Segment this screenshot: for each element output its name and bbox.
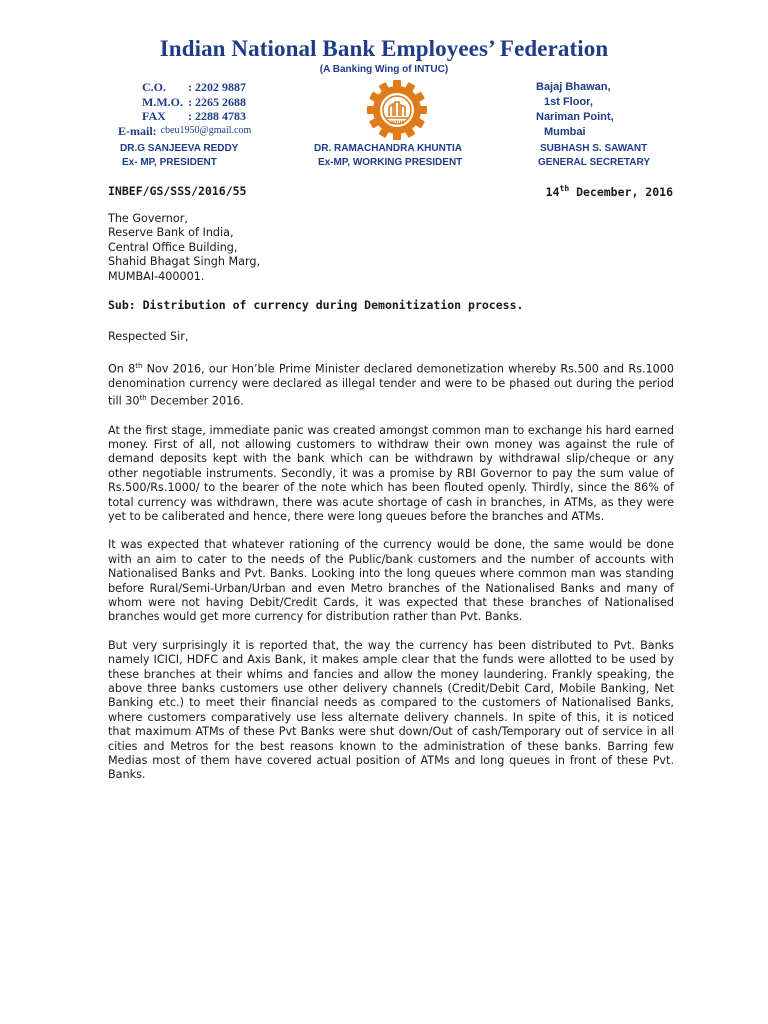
contact-block <box>118 80 251 138</box>
paragraph-3: It was expected that whatever rationing of the currency would be done, the same would be done with an aim to cater to the needs of the Public/bank customers and the number of accounts with Nationalised Banks and Pvt. Banks. Looking into the long queues where common man was standing before Rural/Semi-Urban/Urban and even Metro branches of the Nationalised Banks and many of whom were not having Debit/Credit Cards, it was expected that these branches of Nationalised branches would get more currency for distribution rather than Pvt. Banks. <box>108 538 674 624</box>
letter-body <box>108 212 674 783</box>
addressee-line: Shahid Bhagat Singh Marg, <box>108 255 261 269</box>
officer-name: DR.G SANJEEVA REDDY <box>120 143 239 154</box>
org-subtitle: (A Banking Wing of INTUC) <box>319 64 449 75</box>
ordinal-suffix: th <box>135 361 143 370</box>
contact-row-email <box>118 124 251 139</box>
address-line: Nariman Point, <box>536 111 614 123</box>
contact-row-fax <box>118 109 251 124</box>
officer-general-secretary <box>538 142 650 170</box>
contact-row-co <box>118 80 251 95</box>
address-line: 1st Floor, <box>544 96 593 108</box>
paragraph-4: But very surprisingly it is reported that, the way the currency has been distributed to Pvt. Banks namely ICICI, HDFC and Axis Bank, it makes ample clear that the funds were allotted to be used by these branches at their whims and fancies and allow the money laundering. Frankly speaking, the above three banks customers use other delivery channels (Credit/Debit Card, Mobile Banking, Net Banking etc.) to meet their financial needs as compared to the customers of Nationalised Banks, where customers comparatively use less alternate delivery channels. In spite of this, it is noticed that maximum ATMs of these Pvt Banks were shut down/Out of cash/Temporary out of service in all cities and Metros for the best reasons known to the administration of these banks. Barring few Medias most of them have covered actual position of ATMs and long queues in front of these Pvt. Banks. <box>108 638 674 782</box>
date-rest: December, 2016 <box>569 184 673 199</box>
para-text: December 2016. <box>146 395 244 409</box>
letter-date <box>546 184 673 199</box>
email-value: cbeu1950@gmail.com <box>160 124 252 136</box>
officer-title: Ex-MP, WORKING PRESIDENT <box>318 157 463 168</box>
officer-name: SUBHASH S. SAWANT <box>540 143 648 154</box>
ordinal-suffix: th <box>139 394 147 403</box>
addressee-line: The Governor, <box>108 212 188 225</box>
officer-name: DR. RAMACHANDRA KHUNTIA <box>314 143 462 154</box>
officer-title: GENERAL SECRETARY <box>538 157 651 168</box>
reference-line <box>108 184 673 199</box>
para-text: Nov 2016, our Hon’ble Prime Minister declared demonetization whereby Rs.500 and Rs.1000 denomination currency were declared as illegal tender and were to be phased out during the period till 30 <box>108 362 674 409</box>
intuc-gear-logo-icon <box>365 78 429 142</box>
date-day: 14 <box>545 184 560 199</box>
officer-president <box>120 142 238 170</box>
contact-row-mmo <box>118 95 251 110</box>
para-text: On 8 <box>108 362 136 376</box>
logo-text: INTUC <box>389 121 405 126</box>
contact-label: M.M.O. <box>142 94 183 109</box>
address-line: Bajaj Bhawan, <box>536 81 611 93</box>
email-label: E-mail: <box>118 123 157 138</box>
org-name: Indian National Bank Employees’ Federation <box>159 36 609 61</box>
addressee-line: Reserve Bank of India, <box>108 226 234 240</box>
address-line: Mumbai <box>544 126 586 138</box>
subject-line: Sub: Distribution of currency during Demonitization process. <box>108 298 524 313</box>
addressee-block <box>108 212 674 284</box>
addressee-line: Central Office Building, <box>108 240 238 254</box>
contact-label: FAX <box>142 109 166 123</box>
address-block <box>536 80 614 140</box>
officer-working-president <box>314 142 462 170</box>
paragraph-2: At the first stage, immediate panic was created amongst common man to exchange his hard earned money. First of all, not allowing customers to withdraw their own money was against the rule of demand deposits kept with the bank which can be withdrawn by withdrawal slip/cheque or any other negotiable instruments. Secondly, it was a promise by RBI Governor to pay the sum value of Rs.500/Rs.1000/ to the bearer of the note which has been flouted openly. Thirdly, since the 86% of total currency was withdrawn, there was acute shortage of cash in branches, in ATMs, as they were yet to be caliberated and hence, there were long queues before the branches and ATMs. <box>108 423 674 523</box>
paragraph-1 <box>108 359 674 410</box>
officer-title: Ex- MP, PRESIDENT <box>122 157 217 168</box>
date-suffix: th <box>559 184 570 193</box>
salutation: Respected Sir, <box>108 330 189 344</box>
contact-label: C.O. <box>142 80 166 94</box>
contact-value: : 2202 9887 <box>188 80 246 94</box>
contact-value: : 2265 2688 <box>188 94 246 109</box>
reference-number: INBEF/GS/SSS/2016/55 <box>108 184 247 198</box>
addressee-line: MUMBAI-400001. <box>108 269 205 283</box>
contact-value: : 2288 4783 <box>188 109 246 123</box>
